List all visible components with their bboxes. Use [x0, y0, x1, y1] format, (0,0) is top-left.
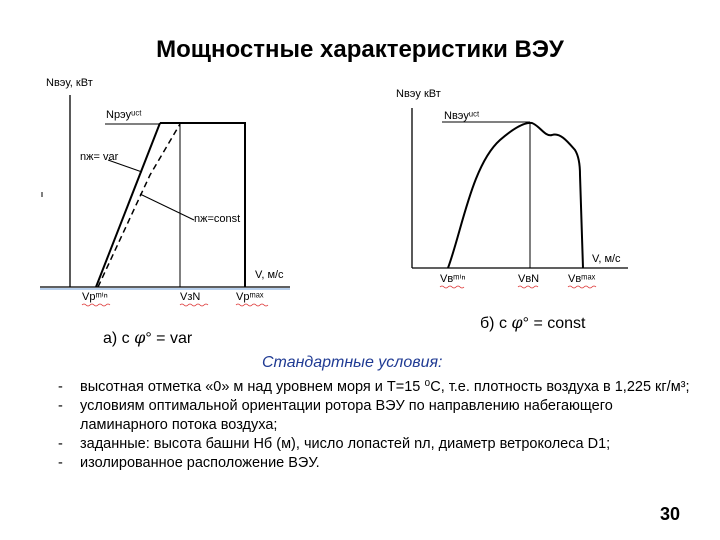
left-const-leader: [140, 194, 194, 220]
right-tick-vmin: Vвᵐⁱⁿ: [440, 273, 466, 285]
condition-item: [60, 435, 700, 454]
left-underline-squiggle: [82, 304, 268, 306]
left-const-label: nж=const: [194, 213, 241, 225]
left-top-label: Nрэуᵘᶜᵗ: [106, 109, 142, 121]
left-tick-vmax: Vрᵐᵃˣ: [236, 291, 264, 303]
left-var-curve: [96, 123, 160, 287]
left-caption: [103, 328, 192, 348]
left-var-label: nж= var: [80, 151, 119, 163]
left-tick-vn: VзN: [180, 291, 201, 303]
right-caption-phi: φ: [511, 313, 523, 332]
condition-text: заданные: высота башни Нб (м), число лопастей nл, диаметр ветроколеса D1;: [80, 436, 611, 452]
condition-text: изолированное расположение ВЭУ.: [80, 455, 320, 471]
right-tick-vn: VвN: [518, 273, 540, 285]
right-caption-suffix: ° = const: [522, 315, 586, 332]
right-chart: [396, 88, 628, 288]
slide-title: Мощностные характеристики ВЭУ: [156, 36, 564, 63]
bullet-dash: -: [58, 455, 63, 471]
left-chart: [40, 77, 290, 306]
right-ylabel: Nвэу кВт: [396, 88, 441, 100]
right-caption-prefix: б) с: [480, 315, 512, 332]
left-tick-vmin: Vрᵐⁱⁿ: [82, 291, 108, 303]
bullet-dash: -: [58, 398, 63, 414]
left-rated-power-line: [160, 123, 245, 287]
left-const-curve: [98, 124, 180, 287]
condition-item: [60, 454, 700, 473]
conditions-title: Стандартные условия:: [262, 354, 443, 371]
condition-text: условиям оптимальной ориентации ротора ВЭУ по направлению набегающего ламинарного потока воздуха;: [80, 398, 613, 433]
condition-item: [60, 397, 700, 435]
right-caption: [480, 313, 585, 333]
left-caption-suffix: ° = var: [145, 330, 193, 347]
condition-text: высотная отметка «0» м над уровнем моря и Т=15 ⁰С, т.е. плотность воздуха в 1,225 кг/м³;: [80, 379, 690, 395]
left-ylabel: Nвэу, кВт: [46, 77, 93, 89]
page-number: 30: [659, 504, 680, 524]
right-xlabel: V, м/с: [592, 253, 621, 265]
left-xlabel: V, м/с: [255, 269, 284, 281]
conditions-list: [60, 378, 700, 473]
right-tick-vmax: Vвᵐᵃˣ: [568, 273, 596, 285]
condition-item: [60, 378, 700, 397]
bullet-dash: -: [58, 379, 63, 395]
bullet-dash: -: [58, 436, 63, 452]
right-power-curve: [448, 123, 583, 268]
left-caption-prefix: а) с: [103, 330, 135, 347]
right-top-label: Nвэуᵘᶜᵗ: [444, 110, 480, 122]
right-underline-squiggle: [440, 286, 596, 288]
left-caption-phi: φ: [134, 328, 146, 347]
